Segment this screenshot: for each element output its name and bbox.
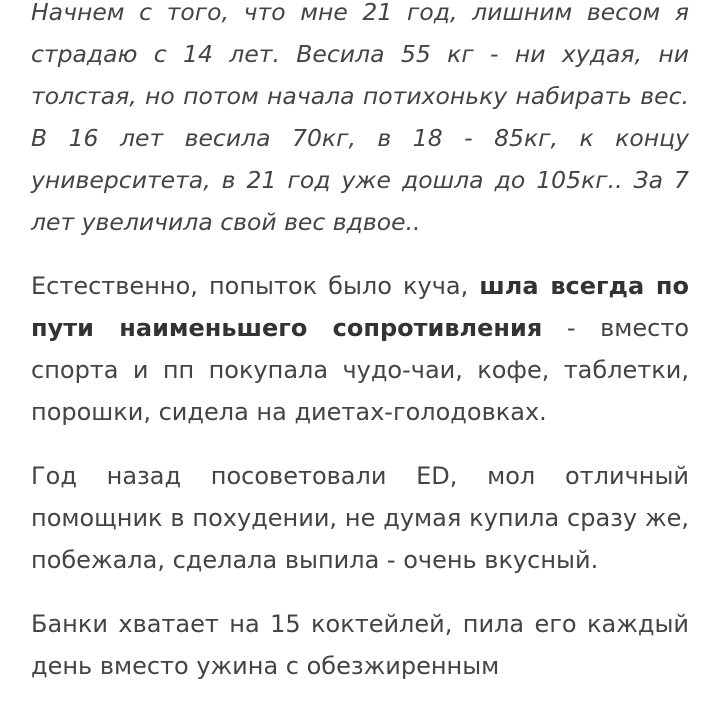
attempts-paragraph	[31, 265, 689, 433]
usage-paragraph	[31, 603, 689, 687]
intro-paragraph	[31, 0, 689, 243]
attempts-paragraph-bold-phrase: шла всегда по пути наименьшего сопротивления	[31, 272, 689, 342]
attempts-paragraph-text-end: - вместо спорта и пп покупала чудо-чаи, кофе, таблетки, порошки, сидела на диетах-голодовках.	[31, 314, 690, 426]
intro-paragraph-text: Начнем с того, что мне 21 год, лишним весом я страдаю с 14 лет. Весила 55 кг - ни худая, ни толстая, но потом начала потихоньку набирать вес. В 16 лет весила 70кг, в 18 - 85кг, к концу университета, в 21 год уже дошла до 105кг.. За 7 лет увеличила свой вес вдвое..	[31, 0, 689, 236]
recommendation-paragraph-text: Год назад посоветовали ED, мол отличный помощник в похудении, не думая купила сразу же, побежала, сделала выпила - очень вкусный.	[31, 462, 689, 574]
article-body	[31, 0, 689, 709]
attempts-paragraph-text-start: Естественно, попыток было куча,	[31, 272, 480, 300]
recommendation-paragraph	[31, 455, 689, 581]
usage-paragraph-text: Банки хватает на 15 коктейлей, пила его каждый день вместо ужина с обезжиренным	[31, 610, 689, 680]
